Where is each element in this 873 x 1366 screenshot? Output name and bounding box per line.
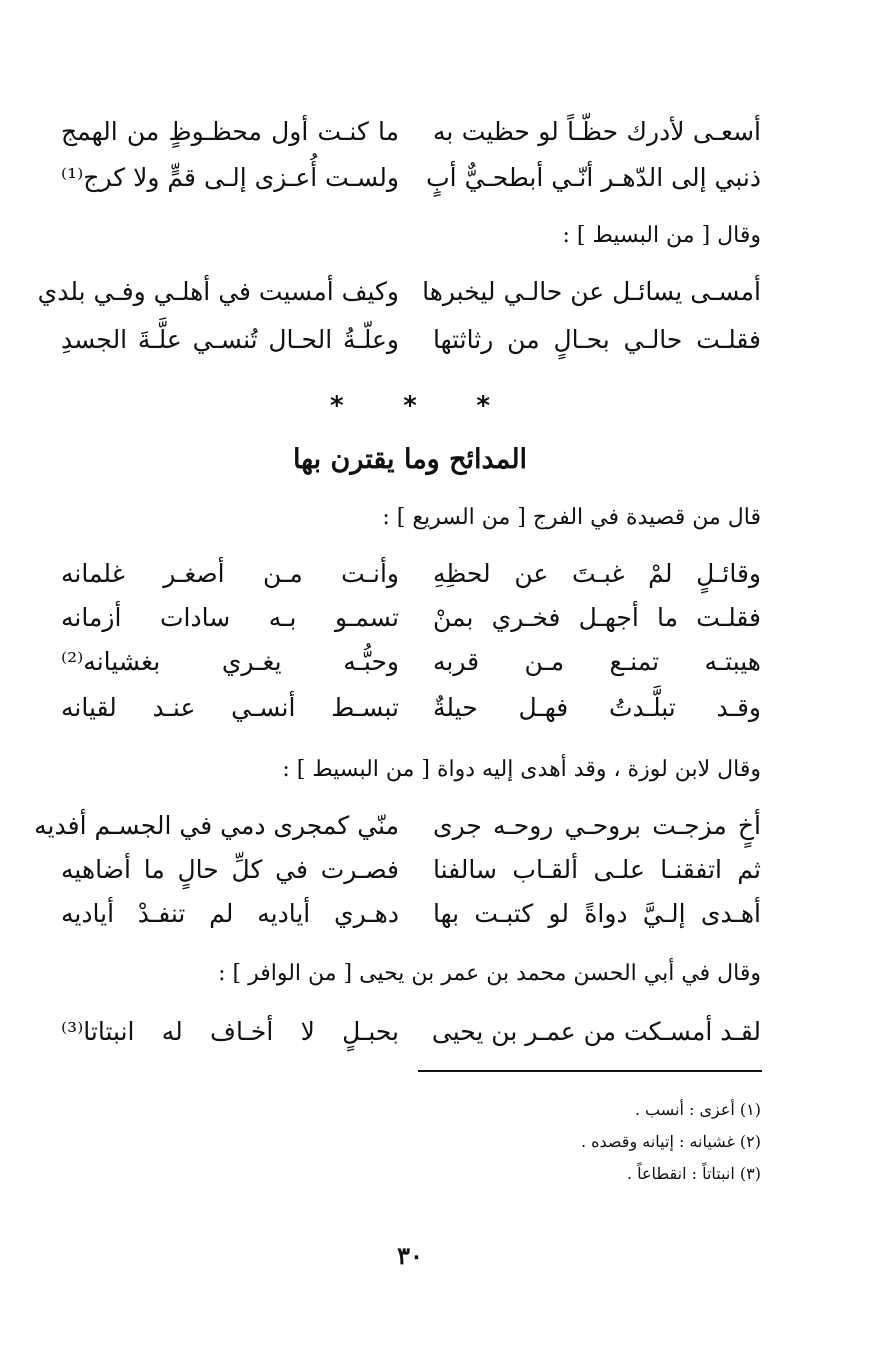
verse-line: [61, 554, 761, 594]
verse-line: [34, 806, 761, 846]
verse-line: [61, 112, 761, 152]
verse-line: [61, 894, 761, 934]
verse-second-hemistich: ولسـت أُعـزى إلـى قمٍّ ولا كرج⁽¹⁾: [61, 163, 399, 192]
star-glyph: *: [330, 391, 344, 421]
verse-line: [61, 158, 761, 198]
section-heading: المدائح وما يقترن بها: [292, 444, 528, 475]
verse-second-hemistich: تسمـو بـه سادات أزمانه: [61, 603, 399, 632]
page-number: ٣٠: [397, 1241, 423, 1270]
verse-first-hemistich: فقلـت حالـي بحـالٍ من رثاثتها: [433, 325, 761, 354]
verse-line: [61, 642, 761, 682]
verse-first-hemistich: ثم اتفقنـا علـى ألقـاب سالفنا: [433, 855, 761, 884]
verse-second-hemistich: فصـرت في كلِّ حالٍ ما أضاهيه: [61, 855, 399, 884]
verse-line: [37, 272, 761, 312]
poem-intro: قال من قصيدة في الفرج [ من السريع ] :: [382, 505, 761, 530]
poem-intro: وقال لابن لوزة ، وقد أهدى إليه دواة [ من البسيط ] :: [282, 757, 761, 782]
verse-second-hemistich: ما كنـت أول محظـوظٍ من الهمج: [61, 117, 399, 146]
verse-first-hemistich: وقـد تبلَّـدتُ فهـل حيلةٌ: [433, 693, 761, 722]
verse-first-hemistich: أمسـى يسائـل عن حالـي ليخبرها: [422, 277, 761, 306]
poem-intro: وقال [ من البسيط ] :: [562, 223, 761, 248]
verse-first-hemistich: لقـد أمسـكت من عمـر بن يحيى: [431, 1017, 761, 1046]
verse-second-hemistich: وحبُّـه يغـري بغشيانه⁽²⁾: [61, 647, 399, 676]
verse-first-hemistich: ذنبي إلى الدّهـر أنّـي أبطحـيٌّ أبٍ: [426, 163, 761, 192]
verse-second-hemistich: وكيف أمسيت في أهلـي وفـي بلدي: [37, 277, 399, 306]
verse-first-hemistich: وقائـلٍ لمْ غبـتَ عن لحظِهِ: [433, 559, 761, 588]
star-glyph: *: [476, 391, 490, 421]
verse-line: [61, 850, 761, 890]
verse-first-hemistich: فقلـت ما أجهـل فخـري بمنْ: [433, 603, 761, 632]
verse-second-hemistich: منّي كمجرى دمي في الجسـم أفديه: [34, 811, 399, 840]
footnote: (١) أعزى : أنسب .: [634, 1100, 761, 1119]
verse-second-hemistich: وعلّـةُ الحـال تُنسـي علَّـةَ الجسدِ: [61, 325, 399, 354]
footnote: (٣) انبتاتاً : انقطاعاً .: [626, 1164, 761, 1183]
verse-first-hemistich: أهـدى إلـيَّ دواةً لو كتبـت بها: [433, 899, 761, 928]
verse-line: [61, 320, 761, 360]
footnote-separator: [418, 1070, 762, 1072]
poem-intro: وقال في أبي الحسن محمد بن عمر بن يحيى [ من الوافر ] :: [218, 961, 761, 986]
section-divider-stars: [330, 388, 490, 424]
verse-second-hemistich: بحبـلٍ لا أخـاف له انبتاتا⁽³⁾: [61, 1017, 399, 1046]
verse-second-hemistich: تبسـط أنسـي عنـد لقيانه: [61, 693, 399, 722]
verse-line: [61, 688, 761, 728]
footnote: (٢) غشيانه : إتيانه وقصده .: [580, 1132, 761, 1151]
verse-second-hemistich: دهـري أياديه لم تنفـدْ أياديه: [61, 899, 399, 928]
star-glyph: *: [403, 391, 417, 421]
verse-line: [61, 1012, 761, 1052]
verse-second-hemistich: وأنـت مـن أصغـر غلمانه: [61, 559, 399, 588]
verse-line: [61, 598, 761, 638]
verse-first-hemistich: أسعـى لأدرك حظّـاً لو حظيت به: [433, 117, 761, 146]
verse-first-hemistich: أخٍ مزجـت بروحـي روحـه جرى: [433, 811, 761, 840]
verse-first-hemistich: هيبتـه تمنـع مـن قربه: [433, 647, 761, 676]
